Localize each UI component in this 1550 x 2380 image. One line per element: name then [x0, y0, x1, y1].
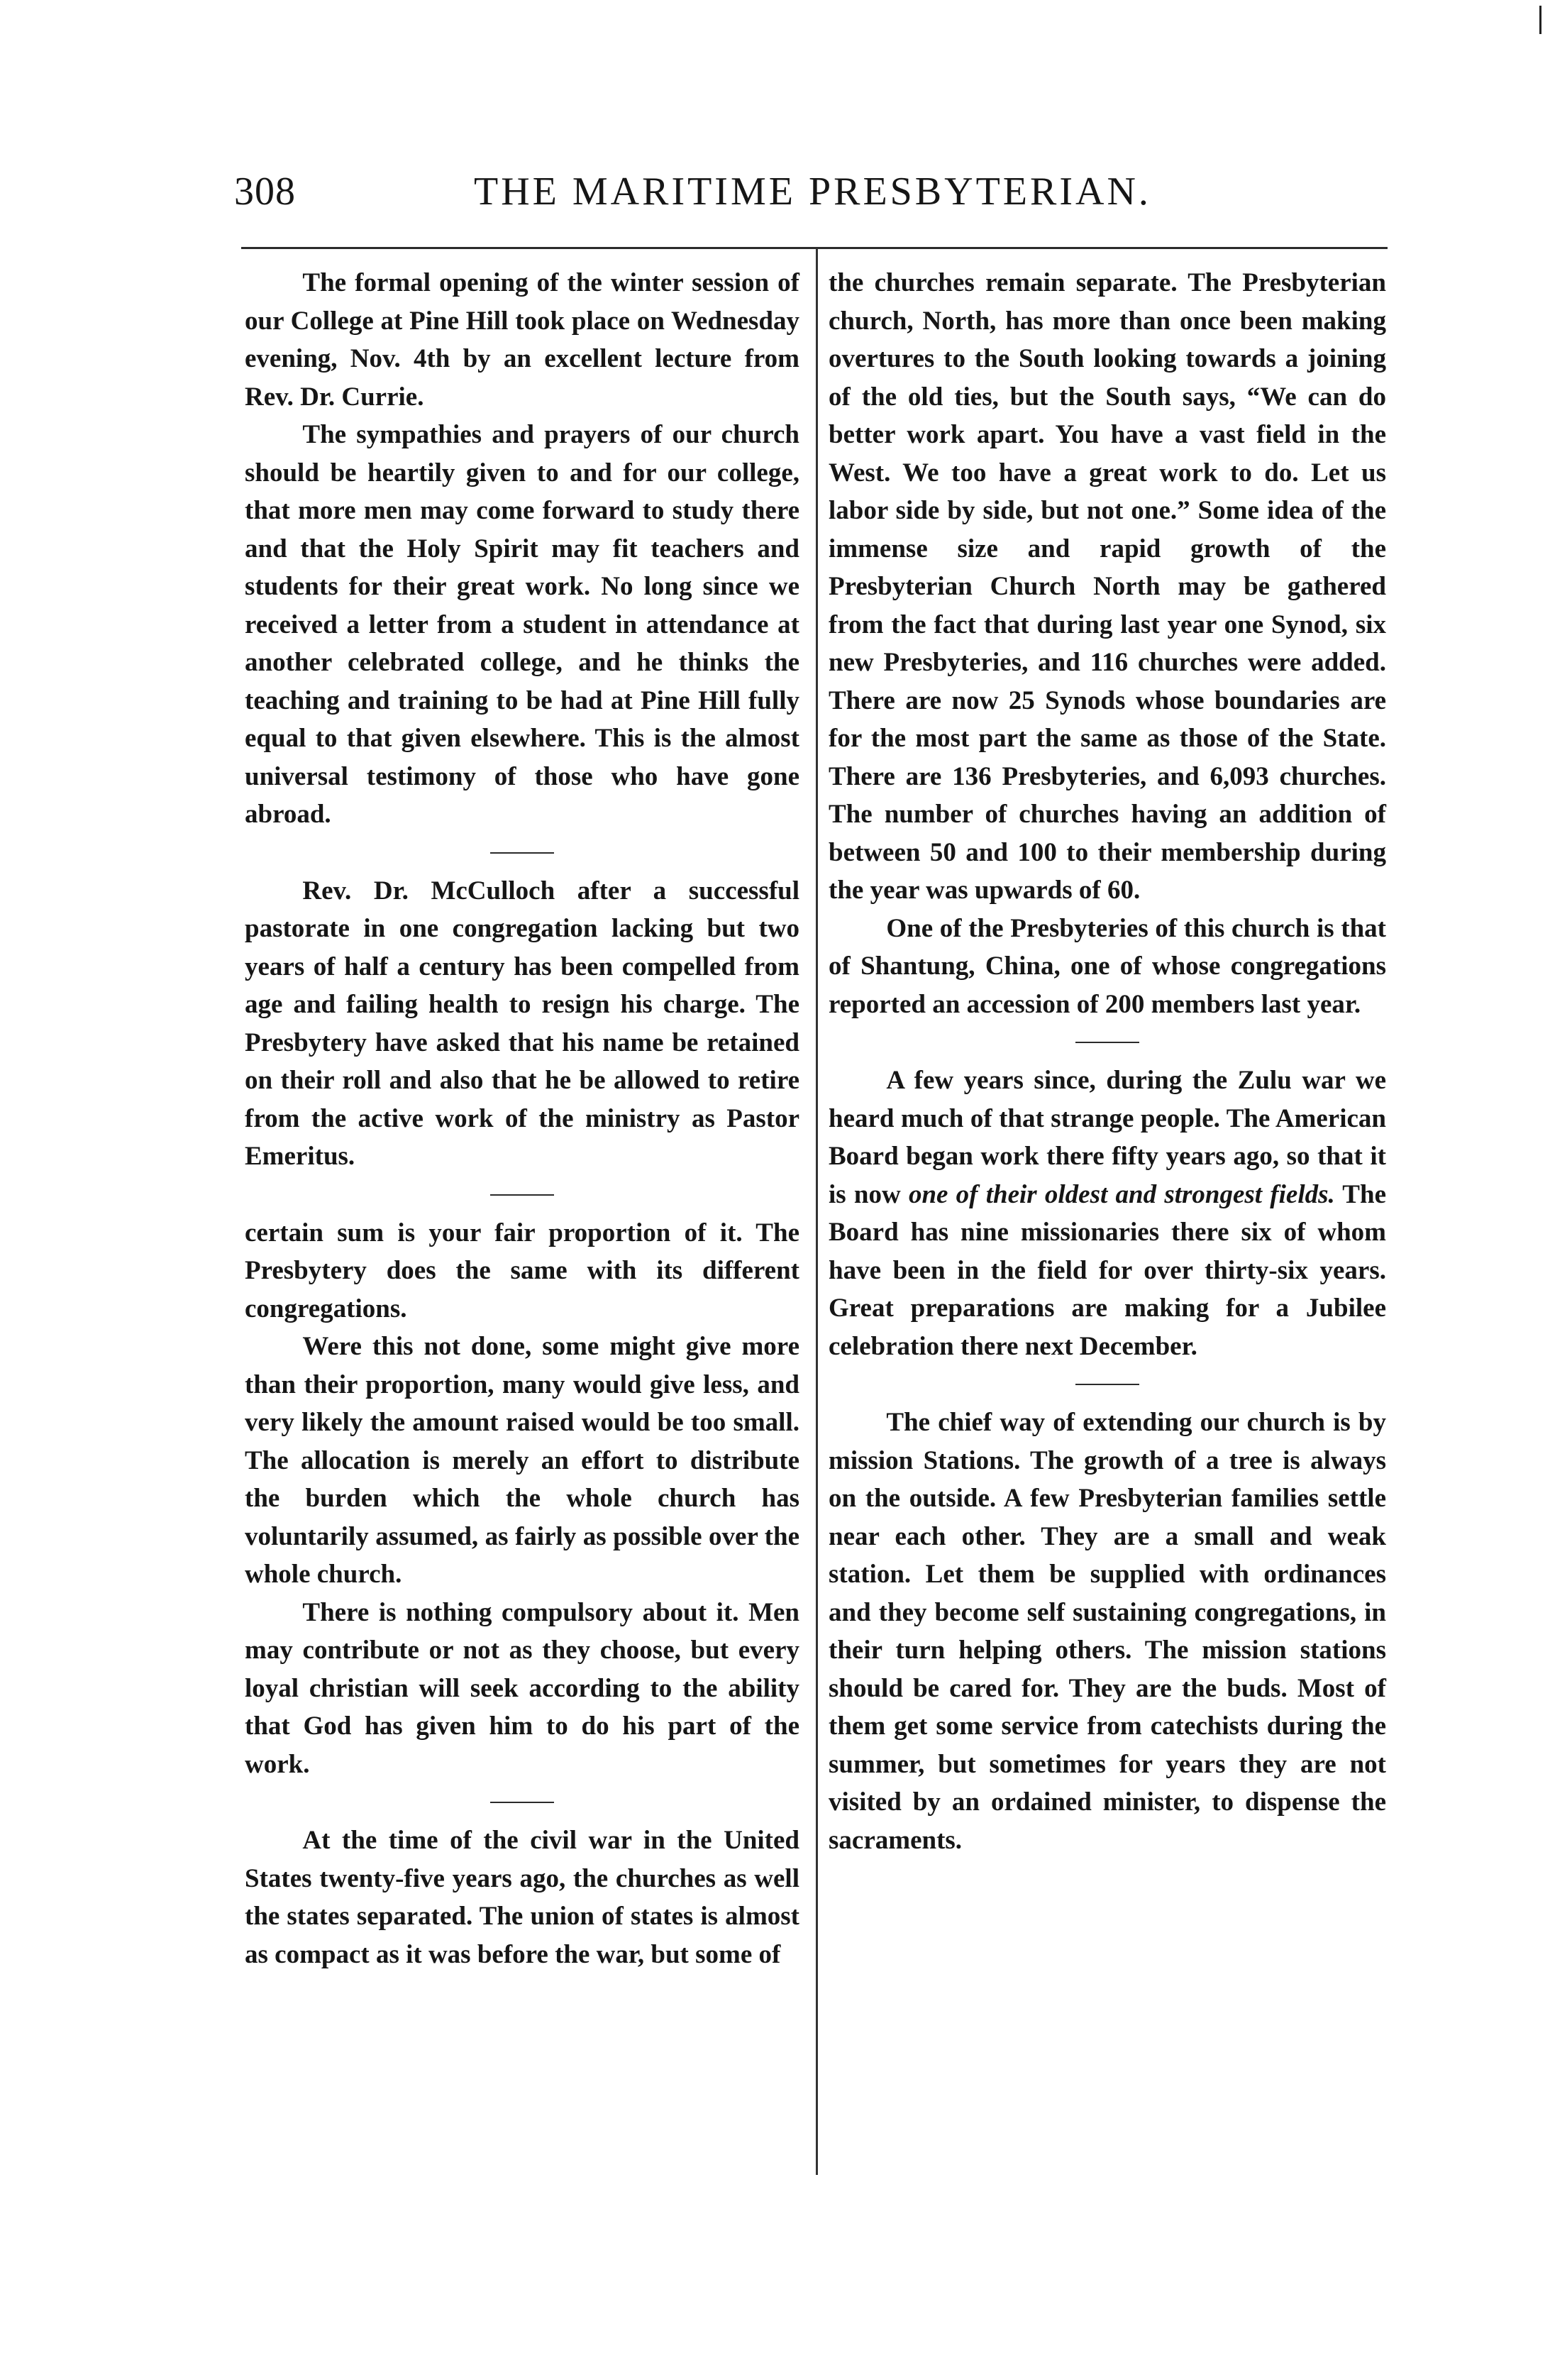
header-rule: [241, 247, 1388, 249]
paragraph-proportion: certain sum is your fair proportion of it. The Presbytery does the same with its different congregations.: [245, 1218, 799, 1323]
section-separator: [1075, 1384, 1139, 1385]
paragraph-civil-war: At the time of the civil war in the United States twenty-five years ago, the churches as well the states separated. The union of states is almost as compact as it was before the war, but some of: [245, 1826, 799, 1969]
zulu-text-italic: one of their oldest and strongest fields.: [908, 1179, 1335, 1209]
column-divider: [816, 248, 818, 2175]
paragraph-shantung: One of the Presbyteries of this church is that of Shantung, China, one of whose congregations reported an accession of 200 members last year.: [829, 913, 1386, 1019]
paragraph-allocation: Were this not done, some might give more than their proportion, many would give less, and very likely the amount raised would be too small. The allocation is merely an effort to distribute the burden which the whole church has voluntarily assumed, as fairly as possible over the whole church.: [245, 1332, 799, 1589]
zulu-text-end: The Board has nine missionaries there six of whom have been in the field for over thirty-six years. Great preparations are making for a Jubilee celebration there next December.: [829, 1179, 1386, 1361]
section-separator: [490, 852, 554, 854]
section-separator: [490, 1802, 554, 1803]
paragraph-sympathies: The sympathies and prayers of our church should be heartily given to and for our college, that more men may come forward to study there and that the Holy Spirit may fit teachers and students for their great work. No long since we received a letter from a student in attendance at another celebrated college, and he thinks the teaching and training to be had at Pine Hill fully equal to that given elsewhere. This is the almost universal testimony of those who have gone abroad.: [245, 420, 799, 829]
right-column: [829, 264, 1386, 1859]
running-title: THE MARITIME PRESBYTERIAN.: [474, 170, 1151, 214]
zulu-text-start: A few years since, during the Zulu war we heard much of that strange people. The American Board began work there fifty years ago, so that it is now: [829, 1066, 1386, 1209]
paragraph-nothing-compulsory: There is nothing compulsory about it. Men may contribute or not as they choose, but every loyal christian will seek according to the ability that God has given him to do his part of the work.: [245, 1597, 799, 1779]
margin-mark: [1539, 6, 1541, 34]
paragraph-zulu: [829, 1062, 1386, 1365]
left-column: [245, 264, 799, 1973]
section-separator: [1075, 1042, 1139, 1043]
paragraph-college-opening: The formal opening of the winter session of our College at Pine Hill took place on Wednesday evening, Nov. 4th by an excellent lecture from Rev. Dr. Currie.: [245, 268, 799, 412]
paragraph-mcculloch: Rev. Dr. McCulloch after a successful pastorate in one congregation lacking but two years of half a century has been compelled from age and failing health to resign his charge. The Presbytery have asked that his name be retained on their roll and also that he be allowed to retire from the active work of the ministry as Pastor Emeritus.: [245, 876, 799, 1171]
section-separator: [490, 1194, 554, 1196]
paragraph-churches-separate: the churches remain separate. The Presbyterian church, North, has more than once been making overtures to the South looking towards a joining of the old ties, but the South says, “We can do better work apart. You have a vast field in the West. We too have a great work to do. Let us labor side by side, but not one.” Some idea of the immense size and rapid growth of the Presbyterian Church North may be gathered from the fact that during last year one Synod, six new Presbyteries, and 116 churches were added. There are now 25 Synods whose boundaries are for the most part the same as those of the State. There are 136 Presbyteries, and 6,093 churches. The number of churches having an addition of between 50 and 100 to their membership during the year was upwards of 60.: [829, 268, 1386, 905]
page-number: 308: [234, 170, 296, 214]
paragraph-mission-stations: The chief way of extending our church is by mission Stations. The growth of a tree is always on the outside. A few Presbyterian families settle near each other. They are a small and weak station. Let them be supplied with ordinances and they become self sustaining congregations, in their turn helping others. The mission stations should be cared for. They are the buds. Most of them get some service from catechists during the summer, but sometimes for years they are not visited by an ordained minister, to dispense the sacraments.: [829, 1408, 1386, 1855]
